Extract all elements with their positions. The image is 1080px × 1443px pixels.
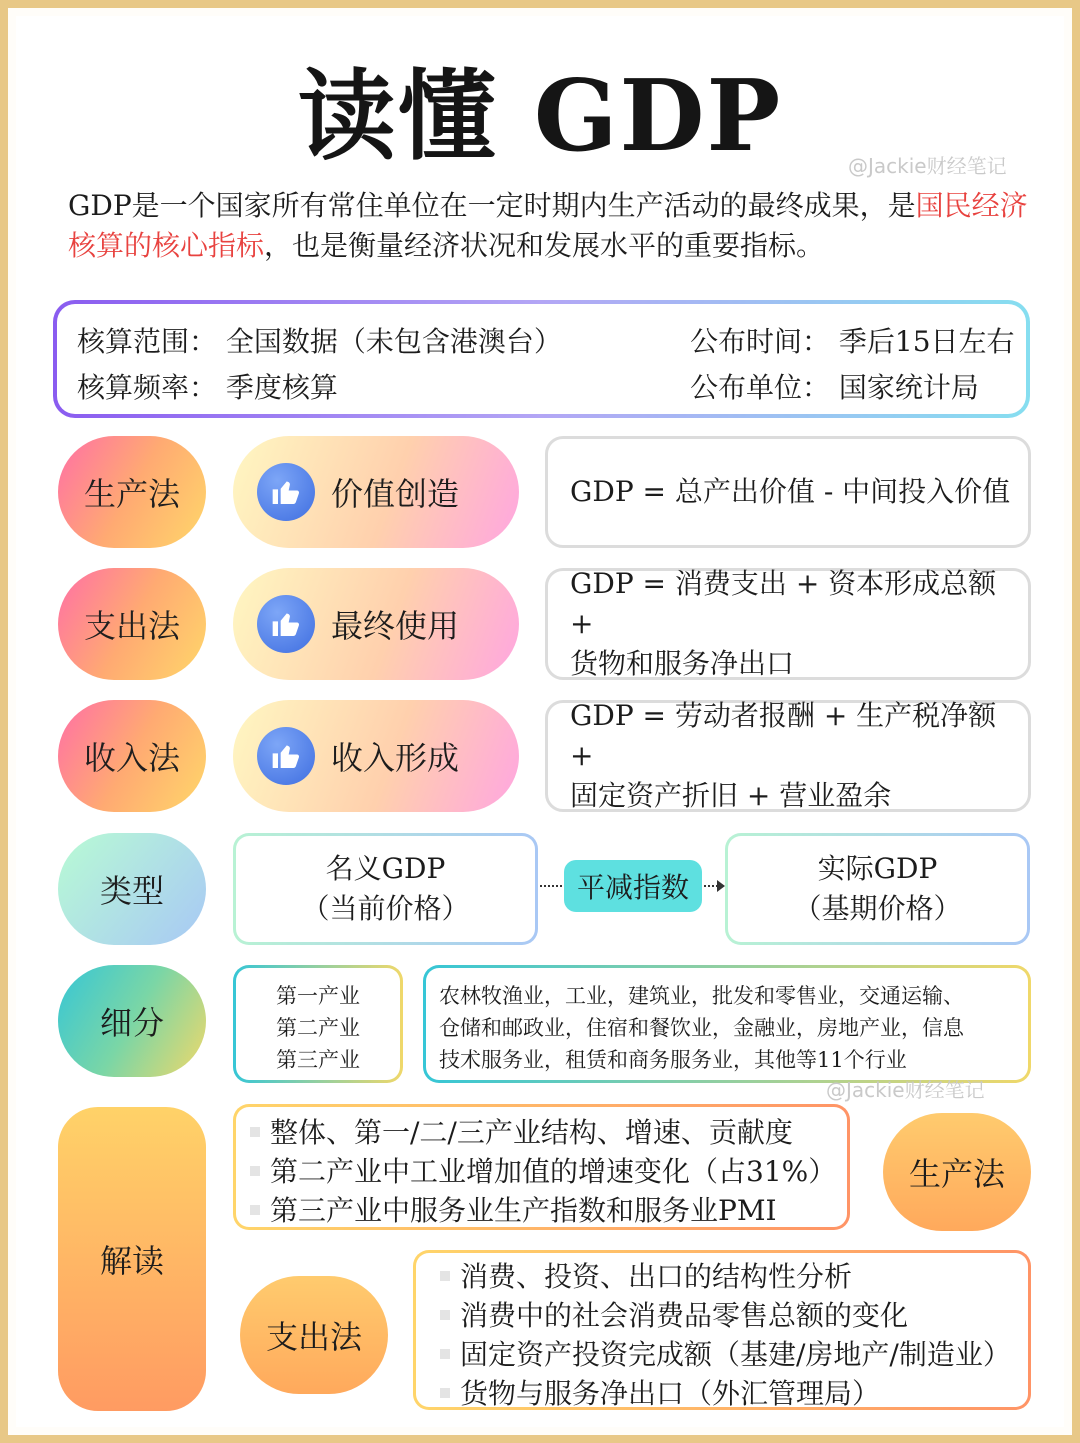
concept-pill-value-creation [233, 436, 519, 548]
expenditure-interpretation-list [440, 1257, 1028, 1413]
nominal-gdp-subtitle: （当前价格） [301, 892, 470, 925]
formula-box-income [545, 700, 1031, 812]
real-gdp-box [725, 833, 1030, 945]
list-item: 第三产业中服务业生产指数和服务业PMI [250, 1191, 847, 1230]
expenditure-interpretation-box [413, 1250, 1031, 1410]
thumbs-up-icon [257, 595, 315, 653]
formula-line-1: GDP = 劳动者报酬 + 生产税净额 + [570, 699, 997, 772]
nominal-gdp-title: 名义GDP [325, 852, 446, 885]
page-title: 读懂 GDP [297, 59, 783, 174]
arrow-right-icon [717, 880, 725, 892]
production-method-pill: 生产法 [883, 1113, 1031, 1231]
info-scope: 核算范围： 全国数据（未包含港澳台） [77, 325, 562, 358]
info-release-time: 公布时间： 季后15日左右 [690, 325, 1015, 358]
list-item: 消费、投资、出口的结构性分析 [440, 1257, 1028, 1296]
method-pill-expenditure: 支出法 [58, 568, 206, 680]
concept-label: 最终使用 [331, 607, 460, 645]
industries-box [233, 965, 403, 1083]
intro-paragraph [68, 186, 1033, 266]
thumbs-up-icon [257, 463, 315, 521]
method-pill-income: 收入法 [58, 700, 206, 812]
watermark-top: @Jackie财经笔记 [848, 154, 1007, 178]
production-interpretation-box [233, 1104, 850, 1230]
info-release-unit: 公布单位： 国家统计局 [690, 371, 979, 404]
sector-line: 技术服务业，租赁和商务服务业，其他等11个行业 [439, 1048, 907, 1072]
sector-line: 农林牧渔业，工业，建筑业，批发和零售业，交通运输、 [439, 984, 964, 1008]
sectors-box [423, 965, 1031, 1083]
accounting-info-box [53, 300, 1030, 418]
list-item: 固定资产投资完成额（基建/房地产/制造业） [440, 1335, 1028, 1374]
intro-text-1: GDP是一个国家所有常住单位在一定时期内生产活动的最终成果，是 [68, 189, 916, 222]
interpretation-pill: 解读 [58, 1107, 206, 1411]
list-item: 第二产业中工业增加值的增速变化（占31%） [250, 1152, 847, 1191]
concept-label: 价值创造 [331, 475, 460, 513]
intro-text-2: ，也是衡量经济状况和发展水平的重要指标。 [264, 229, 825, 262]
production-interpretation-list [250, 1113, 847, 1230]
concept-pill-final-use [233, 568, 519, 680]
connector-left [540, 885, 562, 887]
type-pill: 类型 [58, 833, 206, 945]
formula-line-2: 固定资产折旧 + 营业盈余 [570, 779, 892, 812]
intro-highlight: 国民经济核算的核心指标 [68, 189, 1028, 262]
real-gdp-subtitle: （基期价格） [793, 892, 962, 925]
breakdown-pill: 细分 [58, 965, 206, 1077]
info-frequency: 核算频率： 季度核算 [77, 371, 338, 404]
connector-right [704, 885, 718, 887]
sector-line: 仓储和邮政业，住宿和餐饮业，金融业，房地产业，信息 [439, 1016, 964, 1040]
industry-item: 第二产业 [276, 1016, 360, 1040]
formula-line-1: GDP = 总产出价值 - 中间投入价值 [570, 475, 1011, 508]
list-item: 整体、第一/二/三产业结构、增速、贡献度 [250, 1113, 847, 1152]
formula-box-expenditure [545, 568, 1031, 680]
real-gdp-title: 实际GDP [817, 852, 938, 885]
formula-line-1: GDP = 消费支出 + 资本形成总额 + [570, 567, 997, 640]
formula-line-2: 货物和服务净出口 [570, 647, 795, 680]
method-pill-production: 生产法 [58, 436, 206, 548]
concept-label: 收入形成 [331, 739, 460, 777]
concept-pill-income-formation [233, 700, 519, 812]
watermark-middle: @Jackie财经笔记 [826, 1078, 985, 1102]
nominal-gdp-box [233, 833, 538, 945]
industry-item: 第一产业 [276, 984, 360, 1008]
list-item: 货物与服务净出口（外汇管理局） [440, 1374, 1028, 1413]
expenditure-method-pill: 支出法 [240, 1276, 388, 1394]
thumbs-up-icon [257, 727, 315, 785]
formula-box-production [545, 436, 1031, 548]
industry-item: 第三产业 [276, 1048, 360, 1072]
list-item: 消费中的社会消费品零售总额的变化 [440, 1296, 1028, 1335]
deflator-badge: 平减指数 [564, 860, 702, 912]
